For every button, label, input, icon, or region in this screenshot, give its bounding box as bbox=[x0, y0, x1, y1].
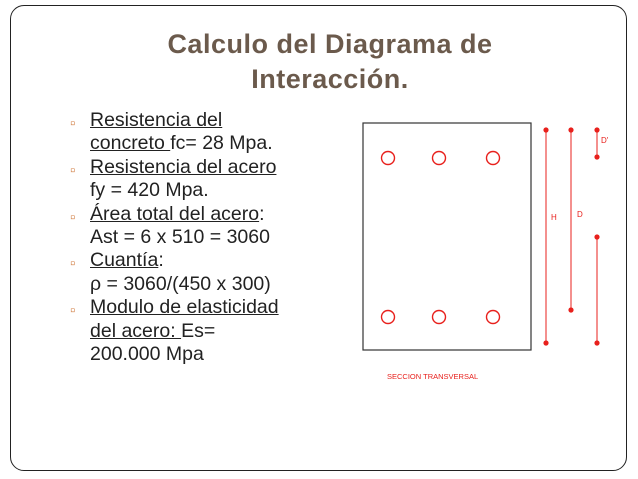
label-d-prime: D' bbox=[601, 136, 609, 145]
rebar-circle bbox=[487, 152, 500, 165]
rebar-circle bbox=[433, 152, 446, 165]
modulus-label-1: Modulo de elasticidad bbox=[90, 296, 279, 319]
title-line-1: Calculo del Diagrama de bbox=[167, 29, 493, 59]
title-line-2: Interacción. bbox=[251, 64, 409, 94]
ratio-value: ρ = 3060/(450 x 300) bbox=[90, 272, 271, 295]
rebar-group bbox=[382, 152, 500, 324]
bullet-list bbox=[68, 109, 328, 366]
bullet-steel-strength bbox=[68, 156, 328, 203]
area-value: Ast = 6 x 510 = 3060 bbox=[90, 226, 270, 249]
rebar-circle bbox=[487, 311, 500, 324]
modulus-value: 200.000 Mpa bbox=[90, 343, 204, 366]
dimension-h-top-dot bbox=[543, 127, 548, 132]
steel-value: fy = 420 Mpa. bbox=[90, 179, 209, 202]
ratio-colon: : bbox=[158, 249, 164, 272]
modulus-symbol: Es= bbox=[181, 319, 216, 342]
rebar-circle bbox=[433, 311, 446, 324]
bullet-marker-icon: ▫ bbox=[70, 161, 76, 179]
bullet-marker-icon: ▫ bbox=[70, 115, 76, 132]
label-h: H bbox=[551, 213, 557, 222]
steel-label: Resistencia del acero bbox=[90, 155, 277, 178]
section-outline bbox=[363, 123, 531, 350]
dimension-lower-top-dot bbox=[594, 234, 599, 239]
bullet-marker-icon: ▫ bbox=[70, 208, 76, 226]
slide-title bbox=[120, 27, 540, 97]
rebar-circle bbox=[382, 311, 395, 324]
bullet-marker-icon: ▫ bbox=[70, 255, 76, 273]
dimension-d-top-dot bbox=[568, 127, 573, 132]
concrete-label-2: concreto bbox=[90, 132, 171, 155]
dimension-d-prime-top-dot bbox=[594, 127, 599, 132]
label-d: D bbox=[577, 210, 583, 219]
cross-section-figure bbox=[355, 110, 625, 400]
bullet-marker-icon: ▫ bbox=[70, 302, 76, 320]
modulus-label-2: del acero: bbox=[90, 319, 182, 342]
dimension-h-bottom-dot bbox=[543, 340, 548, 345]
bullet-concrete-strength bbox=[68, 109, 328, 156]
area-label: Área total del acero bbox=[90, 202, 260, 225]
area-colon: : bbox=[259, 202, 265, 225]
dimension-lower-bottom-dot bbox=[594, 340, 599, 345]
concrete-label-1: Resistencia del bbox=[90, 109, 223, 131]
dimension-d-prime-bottom-dot bbox=[594, 154, 599, 159]
concrete-value: fc= 28 Mpa. bbox=[170, 132, 273, 155]
rebar-circle bbox=[382, 152, 395, 165]
bullet-ratio bbox=[68, 249, 328, 296]
bullet-elastic-modulus bbox=[68, 296, 328, 366]
dimension-d-bottom-dot bbox=[568, 307, 573, 312]
section-caption: SECCION TRANSVERSAL bbox=[387, 372, 479, 381]
bullet-steel-area bbox=[68, 203, 328, 250]
ratio-label: Cuantía bbox=[90, 249, 159, 272]
